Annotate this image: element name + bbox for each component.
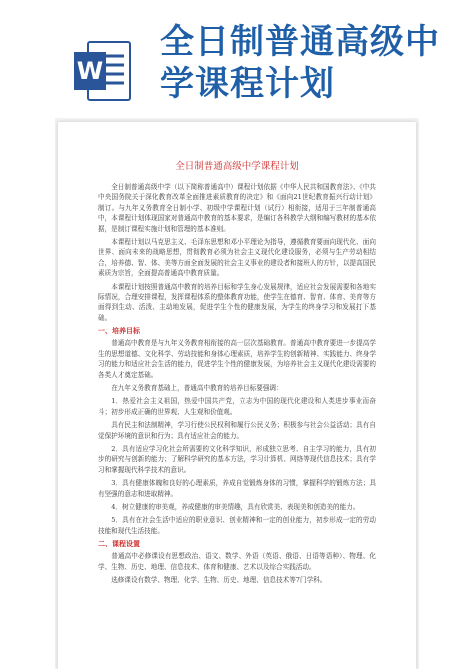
page-title-line2: 学课程计划 bbox=[160, 64, 335, 104]
paragraph: 2．具有适应学习化社会所需要的文化科学知识，形成独立思考、自主学习的能力，具有初步的研究与创新的能力；了解科学研究的基本方法，学习计算机、网络等现代信息技术；具有学习和掌握现代科学技术的意识。 bbox=[98, 444, 376, 474]
paragraph: 本课程计划以马克思主义、毛泽东思想和邓小平理论为指导，遵循教育要面向现代化、面向世界、面向未来的战略思想，贯彻教育必须为社会主义现代化建设服务，必须与生产劳动相结合，培养德、智、体、美等方面全面发展的社会主义事业的建设者和接班人的方针，以提高国民素质为宗旨，全面提高普通高中教育质量。 bbox=[98, 238, 376, 278]
paragraph: 本课程计划按照普通高中教育的培养目标和学生身心发展规律，适应社会发展需要和各地实际情况，合理安排课程，发挥课程体系的整体教育功能，使学生在德育、智育、体育、美育等方面得到生动、活泼、主动地发展，促进学生个性的健康发展，为学生的终身学习和发展打下基础。 bbox=[98, 282, 376, 322]
paragraph: 普通高中教育是与九年义务教育相衔接的高一层次基础教育。普通高中教育要进一步提高学生的思想道德、文化科学、劳动技能和身体心理素质，培养学生的创新精神、实践能力、终身学习的能力和适应社会生活的能力，促进学生个性的健康发展，为培养社会主义现代化建设需要的各类人才奠定基础。 bbox=[98, 339, 376, 379]
paragraph: 4．树立健康的审美观，养成健康的审美情趣，具有欣赏美、表现美和创造美的能力。 bbox=[111, 502, 360, 511]
paragraph: 3．具有健康体魄和良好的心理素质，养成自觉锻炼身体的习惯，掌握科学的锻炼方法；具有坚强的意志和进取精神。 bbox=[98, 479, 376, 498]
page-title-line1: 全日制普通高级中 bbox=[160, 22, 440, 62]
word-document-icon bbox=[74, 40, 132, 102]
paragraph: 5．具有在社会生活中适应的职业意识、创业精神和一定的创业能力，初步形成一定的劳动技能和现代生活技能。 bbox=[98, 516, 376, 535]
word-icon-letter: W bbox=[76, 57, 104, 85]
paragraph: 1．热爱社会主义祖国，热爱中国共产党，立志为中国的现代化建设和人类进步事业而奋斗；初步形成正确的世界观、人生观和价值观。 bbox=[98, 397, 376, 416]
paragraph: 普通高中必修课设有思想政治、语文、数学、外语（英语、俄语、日语等语种）、物理、化学、生物、历史、地理、信息技术、体育和健康、艺术以及综合实践活动。 bbox=[98, 552, 376, 571]
section-heading-curriculum: 二、课程设置 bbox=[98, 539, 140, 549]
document-title: 全日制普通高级中学课程计划 bbox=[175, 161, 299, 172]
paragraph: 在九年义务教育基础上，普通高中教育的培养目标要强调： bbox=[111, 383, 283, 392]
document-page bbox=[58, 122, 416, 669]
paragraph: 具有民主和法制精神，学习行使公民权利和履行公民义务；积极参与社会公益活动；具有自觉保护环境的意识和行为；具有适应社会的能力。 bbox=[98, 421, 376, 440]
paragraph: 全日制普通高级中学（以下简称普通高中）课程计划依据《中华人民共和国教育法》、《中共中央国务院关于深化教育改革全面推进素质教育的决定》和《面向21世纪教育振兴行动计划》制订。与九年义务教育全日制小学、初级中学课程计划（试行）相衔接，适用于三年制普通高中，本课程计划体现国家对普通高中教育的基本要求，是编订各科教学大纲和编写教材的基本依据，是制订课程实施计划和管理的基本准则。 bbox=[98, 183, 376, 233]
paragraph: 选修课设有数学、物理、化学、生物、历史、地理、信息技术等7门学科。 bbox=[111, 576, 327, 584]
header bbox=[0, 0, 474, 120]
section-heading-goals: 一、培养目标 bbox=[98, 326, 140, 336]
